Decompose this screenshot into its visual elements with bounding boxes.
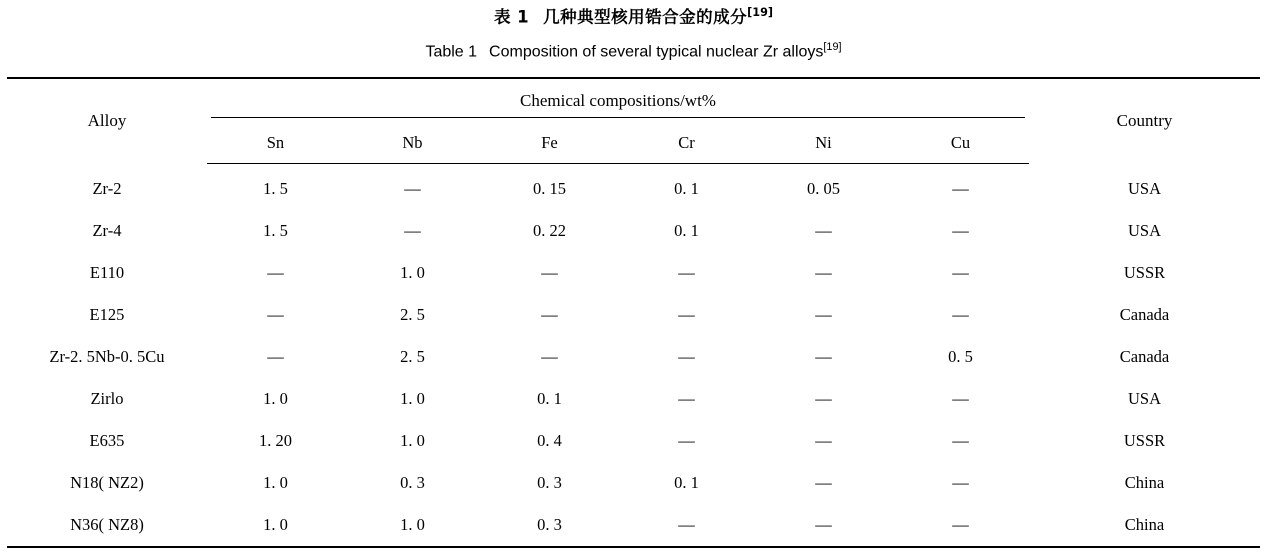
cell-nb: — — [404, 179, 421, 199]
caption-cn-text: 几种典型核用锆合金的成分 — [543, 7, 748, 27]
table-row — [7, 336, 1260, 378]
cell-nb: 0. 3 — [400, 473, 425, 493]
cell-nb: 2. 5 — [400, 347, 425, 367]
cell-country: USA — [1128, 389, 1162, 409]
header-chemical-compositions-label: Chemical compositions/wt% — [211, 91, 1025, 118]
cell-country: USSR — [1123, 263, 1166, 283]
cell-nb: 2. 5 — [400, 305, 425, 325]
cell-alloy: N18( NZ2) — [70, 473, 144, 493]
table-row — [7, 252, 1260, 294]
cell-fe: 0. 3 — [481, 504, 618, 547]
cell-country: USA — [1128, 221, 1162, 241]
cell-sn: 1. 5 — [263, 179, 288, 199]
cell-alloy: Zr-4 — [92, 221, 122, 241]
cell-cu: — — [952, 473, 969, 493]
cell-alloy: Zirlo — [90, 389, 124, 409]
cell-cu: — — [952, 389, 969, 409]
cell-alloy: N36( NZ8) — [7, 504, 207, 547]
cell-country: USA — [1128, 179, 1162, 199]
cell-cr: — — [678, 305, 695, 325]
header-alloy: Alloy — [7, 78, 207, 164]
cell-fe: — — [541, 305, 558, 325]
caption-en-label: Table 1 — [425, 43, 478, 61]
cell-nb: 1. 0 — [400, 263, 425, 283]
table-caption-english — [0, 28, 1267, 63]
table-row — [7, 168, 1260, 210]
table-row — [7, 210, 1260, 252]
cell-nb: 1. 0 — [400, 389, 425, 409]
cell-sn: — — [267, 305, 284, 325]
cell-cr: 0. 1 — [674, 473, 699, 493]
table-row — [7, 504, 1260, 547]
header-sn: Sn — [207, 124, 344, 164]
cell-ni: — — [815, 347, 832, 367]
cell-cr: — — [678, 347, 695, 367]
caption-cn-reference: [19] — [747, 6, 774, 19]
header-fe: Fe — [481, 124, 618, 164]
composition-table — [7, 77, 1260, 548]
cell-ni: — — [815, 221, 832, 241]
cell-fe: — — [541, 263, 558, 283]
cell-sn: — — [267, 347, 284, 367]
cell-sn: 1. 0 — [207, 504, 344, 547]
cell-cu: 0. 5 — [948, 347, 973, 367]
cell-alloy: E635 — [89, 431, 125, 451]
cell-cu: — — [952, 221, 969, 241]
cell-nb: — — [404, 221, 421, 241]
cell-sn: 1. 5 — [263, 221, 288, 241]
cell-alloy: Zr-2 — [92, 179, 122, 199]
cell-cr: — — [678, 263, 695, 283]
table-row — [7, 462, 1260, 504]
cell-alloy: E125 — [89, 305, 125, 325]
cell-nb: 1. 0 — [400, 431, 425, 451]
caption-en-text: Composition of several typical nuclear Zr alloys — [489, 43, 824, 61]
header-nb: Nb — [344, 124, 481, 164]
cell-sn: 1. 0 — [263, 389, 288, 409]
cell-cr: — — [678, 431, 695, 451]
table-row — [7, 420, 1260, 462]
cell-country: China — [1124, 473, 1165, 493]
header-cr: Cr — [618, 124, 755, 164]
header-cu: Cu — [892, 124, 1029, 164]
cell-ni: — — [815, 263, 832, 283]
cell-alloy: Zr-2. 5Nb-0. 5Cu — [49, 347, 165, 367]
cell-country: Canada — [1119, 347, 1170, 367]
caption-en-reference: [19] — [823, 40, 842, 53]
table-row — [7, 294, 1260, 336]
cell-sn: — — [267, 263, 284, 283]
cell-cr: 0. 1 — [674, 221, 699, 241]
table-caption-chinese — [0, 0, 1267, 28]
cell-fe: 0. 15 — [532, 179, 566, 199]
cell-fe: 0. 3 — [537, 473, 562, 493]
table-row — [7, 378, 1260, 420]
cell-cu: — — [952, 179, 969, 199]
cell-cu: — — [952, 263, 969, 283]
cell-fe: — — [541, 347, 558, 367]
cell-fe: 0. 22 — [532, 221, 566, 241]
cell-sn: 1. 20 — [258, 431, 292, 451]
cell-cr: — — [678, 389, 695, 409]
header-country: Country — [1029, 78, 1260, 164]
cell-ni: — — [815, 473, 832, 493]
cell-ni: — — [815, 431, 832, 451]
caption-cn-label: 表 1 — [493, 7, 530, 27]
cell-fe: 0. 1 — [537, 389, 562, 409]
cell-sn: 1. 0 — [263, 473, 288, 493]
cell-country: USSR — [1123, 431, 1166, 451]
cell-cu: — — [892, 504, 1029, 547]
cell-ni: — — [815, 389, 832, 409]
cell-cr: 0. 1 — [674, 179, 699, 199]
cell-cu: — — [952, 431, 969, 451]
header-ni: Ni — [755, 124, 892, 164]
cell-alloy: E110 — [89, 263, 125, 283]
cell-ni: — — [755, 504, 892, 547]
cell-country: Canada — [1119, 305, 1170, 325]
cell-ni: 0. 05 — [806, 179, 840, 199]
cell-country: China — [1029, 504, 1260, 547]
cell-fe: 0. 4 — [537, 431, 562, 451]
header-chemical-compositions — [207, 78, 1029, 124]
cell-nb: 1. 0 — [344, 504, 481, 547]
cell-ni: — — [815, 305, 832, 325]
table-header-row-top — [7, 78, 1260, 124]
cell-cr: — — [618, 504, 755, 547]
cell-cu: — — [952, 305, 969, 325]
